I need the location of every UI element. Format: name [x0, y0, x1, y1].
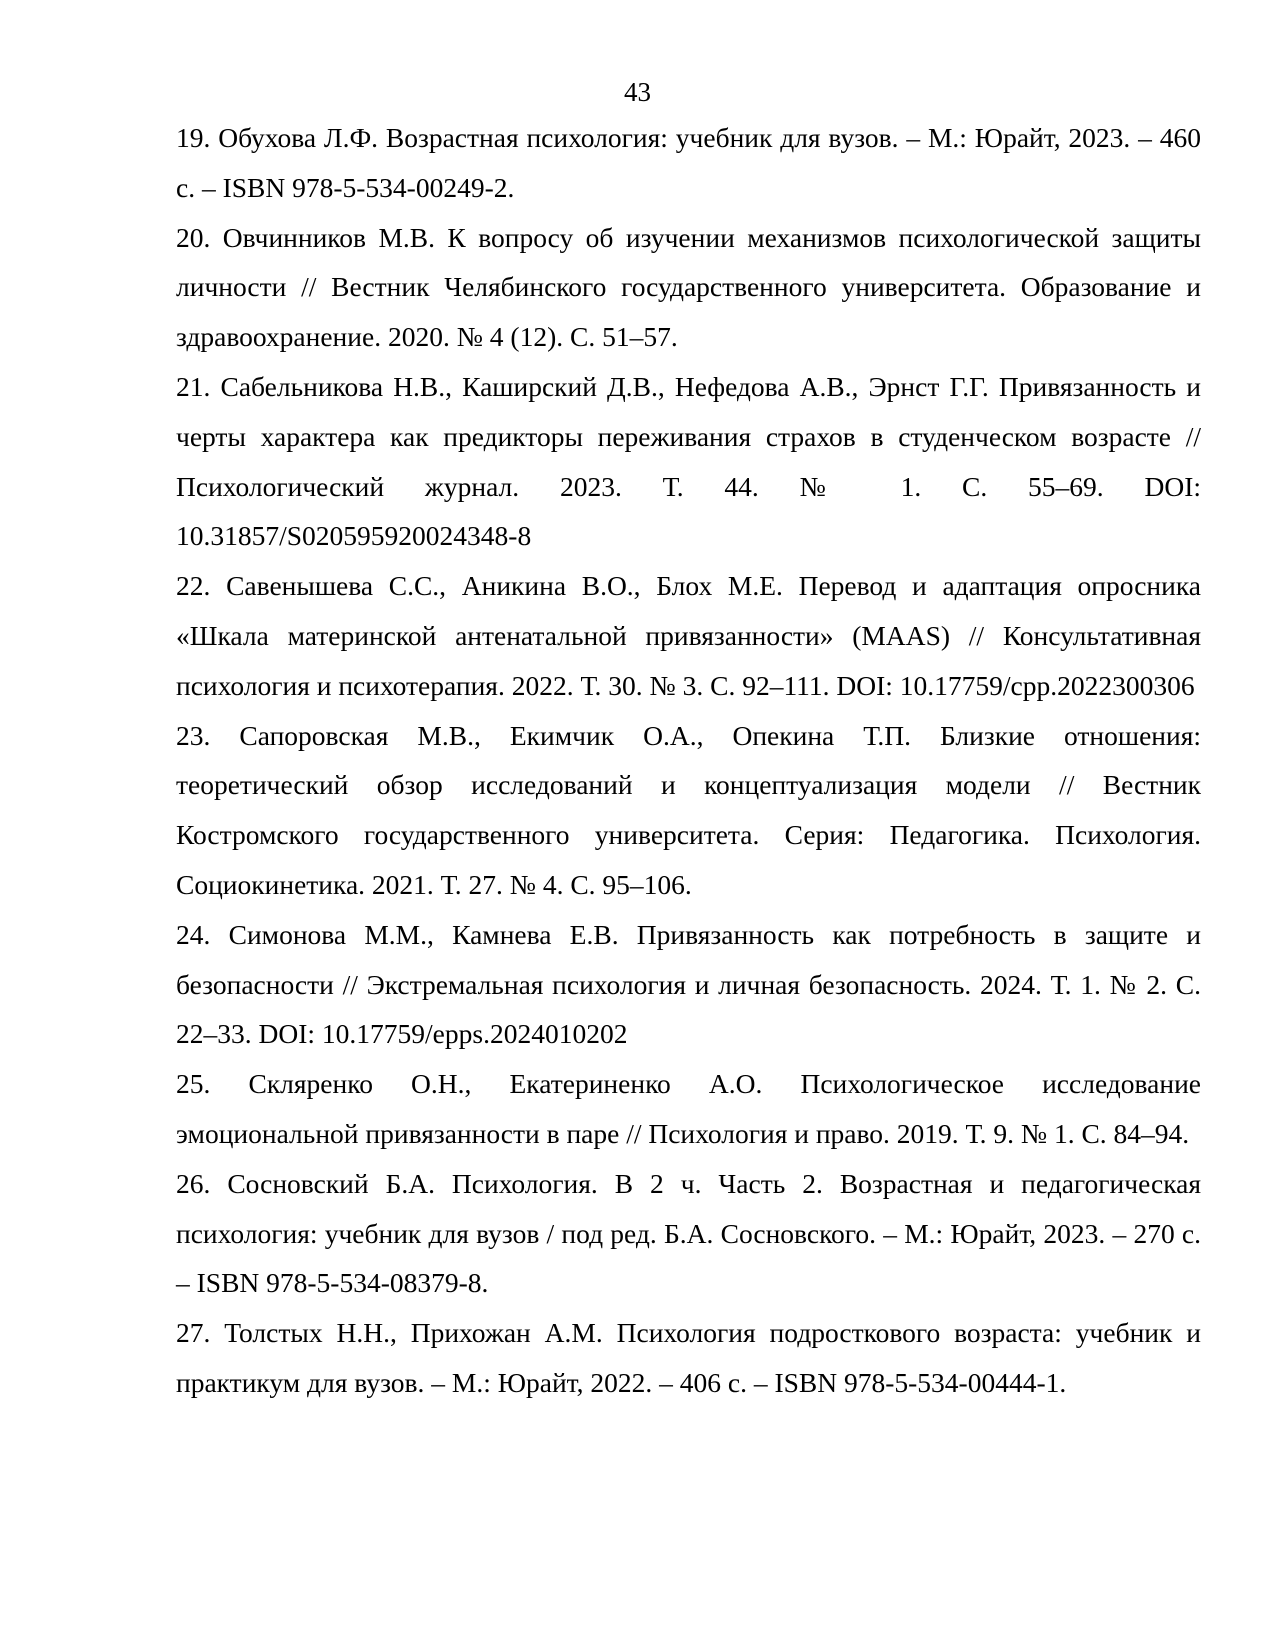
reference-item: 27. Толстых Н.Н., Прихожан А.М. Психология подросткового возраста: учебник и практикум для вузов. – М.: Юрайт, 2022. – 406 с. – ISBN 978-5-534-00444-1.: [176, 1317, 1201, 1398]
reference-item: 20. Овчинников М.В. К вопросу об изучении механизмов психологической защиты личности // Вестник Челябинского государственного университета. Образование и здравоохранение. 2020. № 4 (12). С. 51–57.: [176, 221, 1201, 353]
reference-item: 24. Симонова М.М., Камнева Е.В. Привязанность как потребность в защите и безопасности // Экстремальная психология и личная безопасность. 2024. Т. 1. № 2. С. 22–33. DOI: 10.17759/epps.2024010202: [176, 918, 1201, 1050]
reference-item: 22. Савенышева С.С., Аникина В.О., Блох М.Е. Перевод и адаптация опросника «Шкала материнской антенатальной привязанности» (MAAS) // Консультативная психология и психотерапия. 2022. Т. 30. № 3. С. 92–111. DOI: 10.17759/cpp.2022300306: [176, 570, 1201, 701]
reference-item: 25. Скляренко О.Н., Екатериненко А.О. Психологическое исследование эмоциональной привязанности в паре // Психология и право. 2019. Т. 9. № 1. С. 84–94.: [176, 1068, 1201, 1149]
page-number: 43: [624, 77, 651, 107]
reference-item: 21. Сабельникова Н.В., Каширский Д.В., Нефедова А.В., Эрнст Г.Г. Привязанность и черты характера как предикторы переживания страхов в студенческом возрасте // Психологический журнал. 2023. Т. 44. № 1. С. 55–69. DOI: 10.31857/S020595920024348-8: [176, 370, 1201, 552]
reference-item: 19. Обухова Л.Ф. Возрастная психология: учебник для вузов. – М.: Юрайт, 2023. – 460 с. – ISBN 978-5-534-00249-2.: [176, 122, 1201, 203]
reference-item: 23. Сапоровская М.В., Екимчик О.А., Опекина Т.П. Близкие отношения: теоретический обзор исследований и концептуализация модели // Вестник Костромского государственного университета. Серия: Педагогика. Психология. Социокинетика. 2021. Т. 27. № 4. С. 95–106.: [176, 719, 1201, 900]
reference-item: 26. Сосновский Б.А. Психология. В 2 ч. Часть 2. Возрастная и педагогическая психология: учебник для вузов / под ред. Б.А. Сосновского. – М.: Юрайт, 2023. – 270 с. – ISBN 978-5-534-08379-8.: [176, 1167, 1201, 1299]
reference-list: [176, 113, 1201, 1408]
